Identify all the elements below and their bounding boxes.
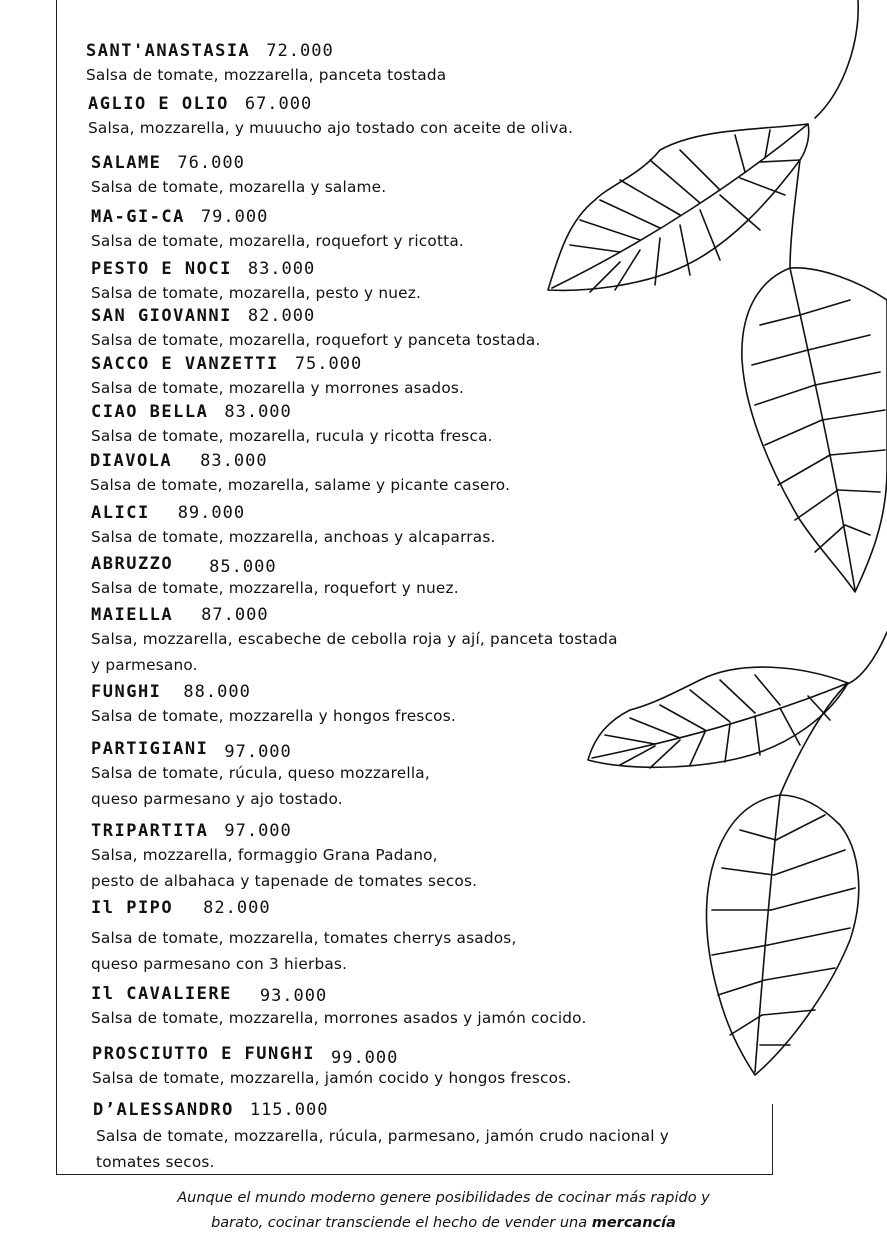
item-price: 76.000 [177,153,245,173]
item-name: PARTIGIANI [91,739,209,759]
menu-item [92,1043,571,1091]
menu-item [88,93,573,141]
item-description: Salsa, mozzarella, y muuucho ajo tostado con aceite de oliva. [88,119,574,137]
item-name: TRIPARTITA [91,821,209,841]
item-header [93,1099,669,1121]
item-description: Salsa de tomate, mozzarella, rúcula, parmesano, jamón crudo nacional y tomates secos. [96,1127,670,1171]
item-header [91,604,618,626]
item-name: CIAO BELLA [91,402,209,422]
menu-item [91,305,541,353]
item-header [86,40,446,62]
item-price: 82.000 [247,306,316,326]
item-price: 83.000 [200,451,268,471]
item-description: Salsa, mozzarella, formaggio Grana Padano, pesto de albahaca y tapenade de tomates secos. [91,846,478,890]
menu-item [90,450,510,498]
item-description: Salsa de tomate, mozarella, rucula y ricotta fresca. [91,427,493,445]
menu-item [91,681,456,729]
item-price: 115.000 [249,1100,329,1120]
item-description: Salsa de tomate, mozarella, salame y picante casero. [90,476,511,494]
menu-item [91,738,430,812]
item-name: Il PIPO [91,898,174,918]
item-description: Salsa de tomate, mozarella, roquefort y ricotta. [91,232,464,250]
closing-quote [60,1186,827,1236]
item-header [91,897,517,919]
item-price: 87.000 [201,605,269,625]
item-name: D’ALESSANDRO [93,1100,234,1120]
menu-item [86,40,446,88]
item-description: Salsa de tomate, mozarella y salame. [91,178,387,196]
item-price: 85.000 [209,557,277,577]
item-name: SAN GIOVANNI [91,306,232,326]
item-name: MA-GI-CA [91,207,185,227]
menu-item [91,206,464,254]
item-name: SACCO E VANZETTI [91,354,279,374]
item-name: DIAVOLA [90,451,173,471]
item-name: ALICI [91,503,150,523]
item-name: Il CAVALIERE [91,984,232,1004]
item-header [91,983,587,1005]
item-header [91,206,464,228]
item-header [91,152,386,174]
item-name: FUNGHI [91,682,162,702]
menu-item [91,897,517,977]
item-description: Salsa de tomate, mozzarella, tomates cherrys asados, queso parmesano con 3 hierbas. [91,929,517,973]
item-price: 88.000 [183,682,251,702]
item-header [88,93,573,115]
menu-item [93,1099,669,1175]
item-description: Salsa de tomate, mozzarella, panceta tostada [86,66,447,84]
item-header [91,502,496,524]
menu-item [91,401,493,449]
item-price: 93.000 [259,986,328,1006]
item-header [91,401,493,423]
item-description: Salsa de tomate, mozzarella, morrones asados y jamón cocido. [91,1009,587,1027]
item-price: 83.000 [224,402,292,422]
item-price: 79.000 [200,207,269,227]
item-description: Salsa de tomate, mozarella, roquefort y panceta tostada. [91,331,541,349]
item-price: 75.000 [294,354,363,374]
menu-item [91,553,459,601]
item-name: MAIELLA [91,605,174,625]
item-header [91,820,477,842]
quote-line-2-text: barato, cocinar transciende el hecho de vender una [211,1215,588,1231]
item-name: AGLIO E OLIO [88,94,229,114]
quote-line-2 [60,1211,827,1236]
item-description: Salsa de tomate, mozzarella, anchoas y alcaparras. [91,528,496,546]
menu-item [91,258,421,306]
menu-item [91,820,477,894]
item-description: Salsa de tomate, rúcula, queso mozzarella, queso parmesano y ajo tostado. [91,764,430,808]
item-header [91,258,421,280]
item-name: PROSCIUTTO E FUNGHI [92,1044,315,1064]
item-price: 97.000 [224,742,292,762]
item-description: Salsa de tomate, mozzarella y hongos frescos. [91,707,456,725]
item-header [92,1043,571,1068]
item-description: Salsa de tomate, mozarella, pesto y nuez. [91,284,422,302]
item-name: PESTO E NOCI [91,259,232,279]
item-price: 97.000 [224,821,292,841]
item-header [90,450,510,472]
item-description: Salsa de tomate, mozzarella, roquefort y nuez. [91,579,459,597]
item-price: 89.000 [177,503,246,523]
item-header [91,353,464,375]
menu-item [91,604,618,678]
item-header [91,553,459,575]
item-price: 82.000 [203,898,271,918]
item-description: Salsa de tomate, mozzarella, jamón cocido y hongos frescos. [92,1069,572,1087]
item-header [91,738,430,760]
item-header [91,305,541,327]
item-price: 83.000 [247,259,316,279]
item-price: 67.000 [244,94,313,114]
menu-item [91,152,386,200]
item-name: SALAME [91,153,162,173]
menu-item [91,353,464,401]
item-price: 99.000 [330,1048,399,1068]
menu-item [91,983,587,1031]
item-header [91,681,456,703]
item-name: ABRUZZO [91,554,174,574]
quote-emphasis: mercancía [591,1215,676,1231]
item-price: 72.000 [266,41,334,61]
item-description: Salsa de tomate, mozarella y morrones asados. [91,379,465,397]
item-name: SANT'ANASTASIA [86,41,251,61]
menu-item [91,502,496,550]
quote-line-1: Aunque el mundo moderno genere posibilidades de cocinar más rapido y [177,1190,710,1206]
item-description: Salsa, mozzarella, escabeche de cebolla roja y ají, panceta tostada y parmesano. [91,630,618,674]
